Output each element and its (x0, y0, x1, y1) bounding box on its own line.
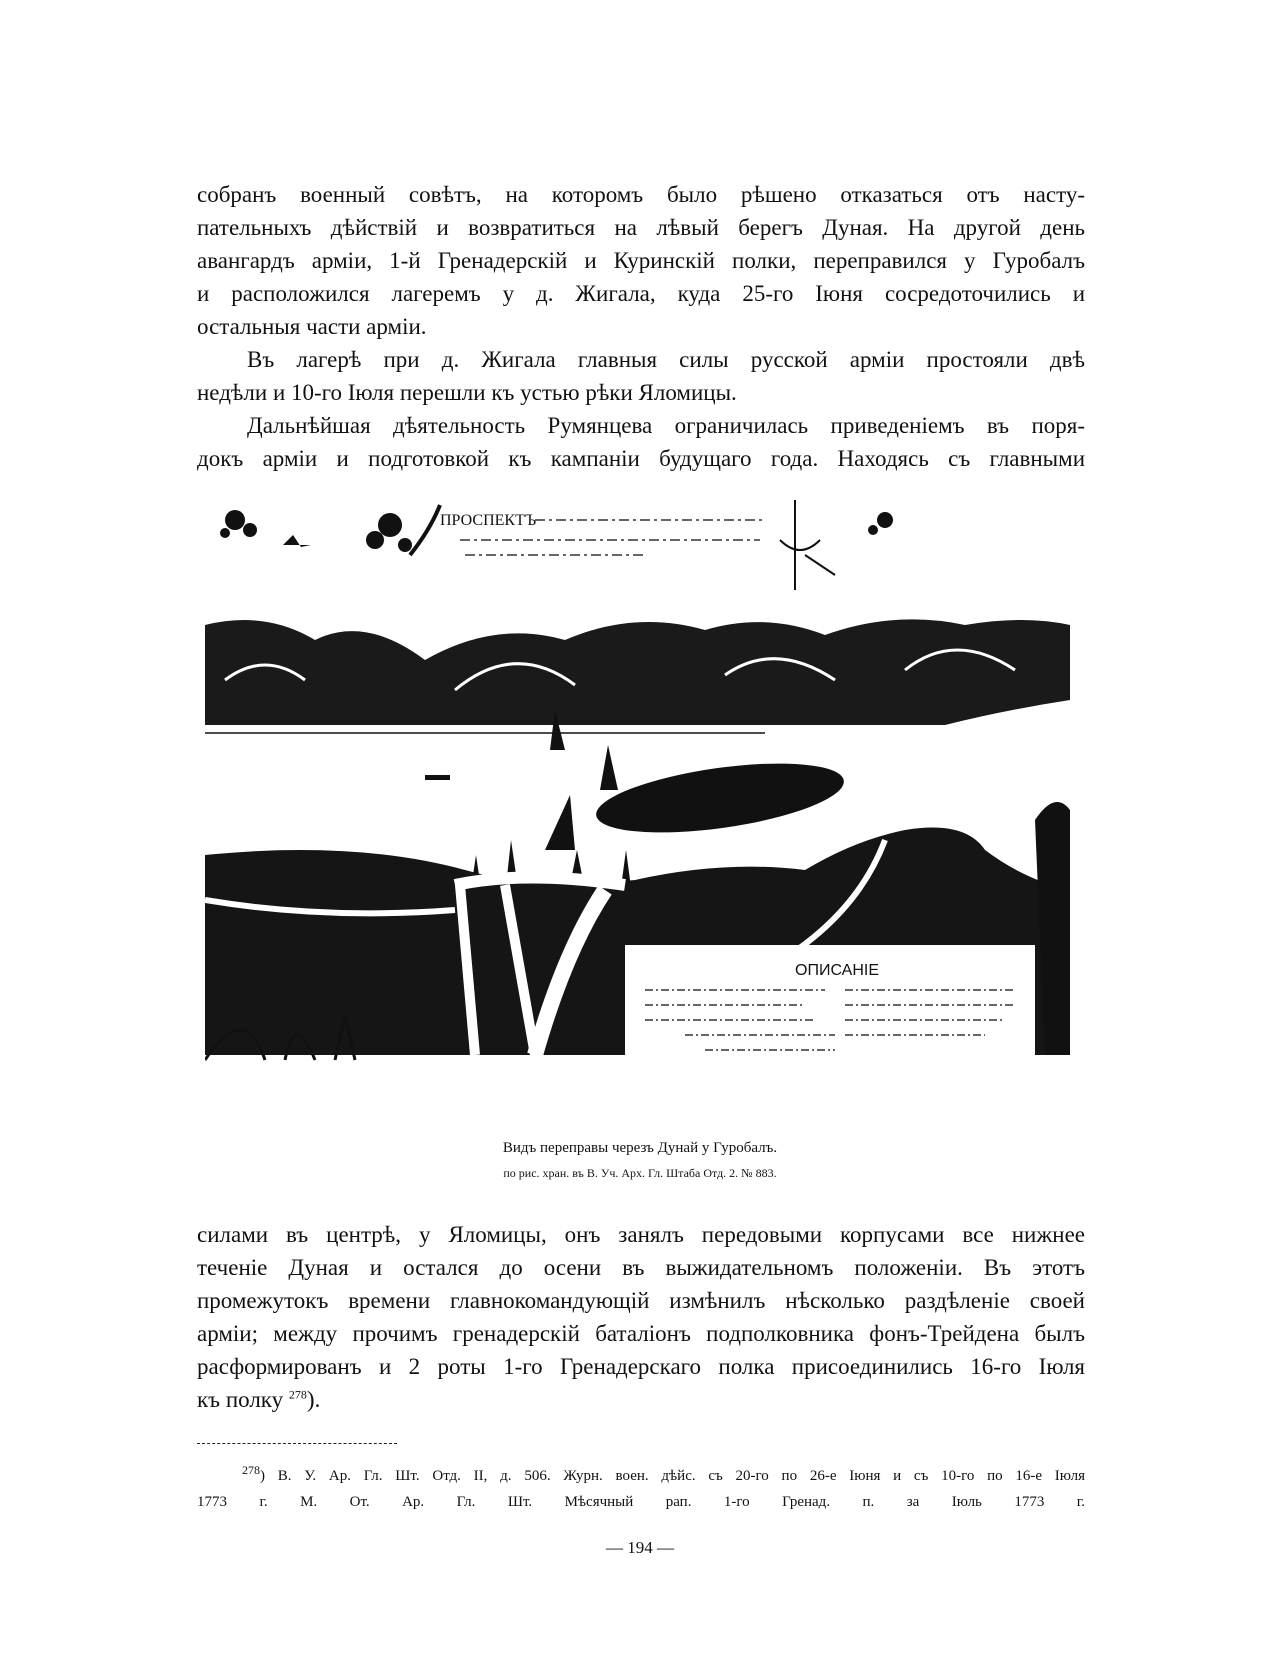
text-line (197, 1383, 1085, 1416)
text-line: Въ лагерѣ при д. Жигала главныя силы русской арміи простояли двѣ (247, 347, 1085, 372)
footnote-divider (197, 1443, 397, 1444)
text-line: собранъ военный совѣтъ, на которомъ было рѣшено отказаться отъ насту- (197, 182, 1085, 207)
text-line: недѣли и 10-го Іюля перешли къ устью рѣки Яломицы. (197, 380, 737, 405)
footnote (197, 1463, 1085, 1515)
footnote-line (197, 1463, 1085, 1489)
figure-source: по рис. хран. въ В. Уч. Арх. Гл. Штаба Отд. 2. № 883. (503, 1166, 777, 1180)
danube-crossing-illustration (205, 500, 1070, 1120)
text-line: докъ арміи и подготовкой къ кампаніи будущаго года. Находясь съ главными (197, 446, 1085, 471)
footnote-text: ) В. У. Ар. Гл. Шт. Отд. II, д. 506. Журн. воен. дѣйс. съ 20-го по 26-е Іюня и съ 10-го по 16-е Іюля (260, 1468, 1085, 1484)
cartouche (220, 500, 893, 590)
mountains (205, 619, 1070, 725)
body-text-bottom (197, 1218, 1085, 1416)
island (592, 751, 848, 845)
body-text-top (197, 178, 1085, 475)
footnote-line: 1773 г. М. От. Ар. Гл. Шт. Мѣсячный рап. 1-го Гренад. п. за Іюль 1773 г. (197, 1494, 1085, 1510)
page-number: — 194 — (606, 1538, 674, 1557)
text-line: расформированъ и 2 роты 1-го Гренадерскаго полка присоединились 16-го Іюля (197, 1354, 1085, 1379)
text-fragment: ). (306, 1387, 321, 1412)
cartouche-title: ПРОСПЕКТЪ (440, 512, 537, 529)
text-line: промежутокъ времени главнокомандующій измѣнилъ нѣсколько раздѣленіе своей (197, 1288, 1085, 1313)
text-line: пательныхъ дѣйствій и возвратиться на лѣвый берегъ Дуная. На другой день (197, 215, 1085, 240)
text-line: остальныя части арміи. (197, 314, 427, 339)
text-line: Дальнѣйшая дѣятельность Румянцева ограничилась приведеніемъ въ поря- (247, 413, 1085, 438)
legend-title: ОПИСАНІЕ (795, 962, 879, 979)
text-line: авангардъ арміи, 1-й Гренадерскій и Куринскій полки, переправился у Гуробалъ (197, 248, 1085, 273)
text-fragment: къ полку (197, 1387, 284, 1412)
text-line: теченіе Дуная и остался до осени въ выжидательномъ положеніи. Въ этотъ (197, 1255, 1085, 1280)
text-line: и расположился лагеремъ у д. Жигала, куда 25-го Іюня сосредоточились и (197, 281, 1085, 306)
figure-caption: Видъ переправы черезъ Дунай у Гуробалъ. (502, 1140, 778, 1156)
footnote-number: 278 (242, 1463, 260, 1477)
text-line: силами въ центрѣ, у Яломицы, онъ занялъ передовыми корпусами все нижнее (197, 1222, 1085, 1247)
footnote-reference[interactable]: 278 (288, 1387, 307, 1402)
text-line: арміи; между прочимъ гренадерскій баталіонъ подполковника фонъ-Трейдена былъ (197, 1321, 1085, 1346)
